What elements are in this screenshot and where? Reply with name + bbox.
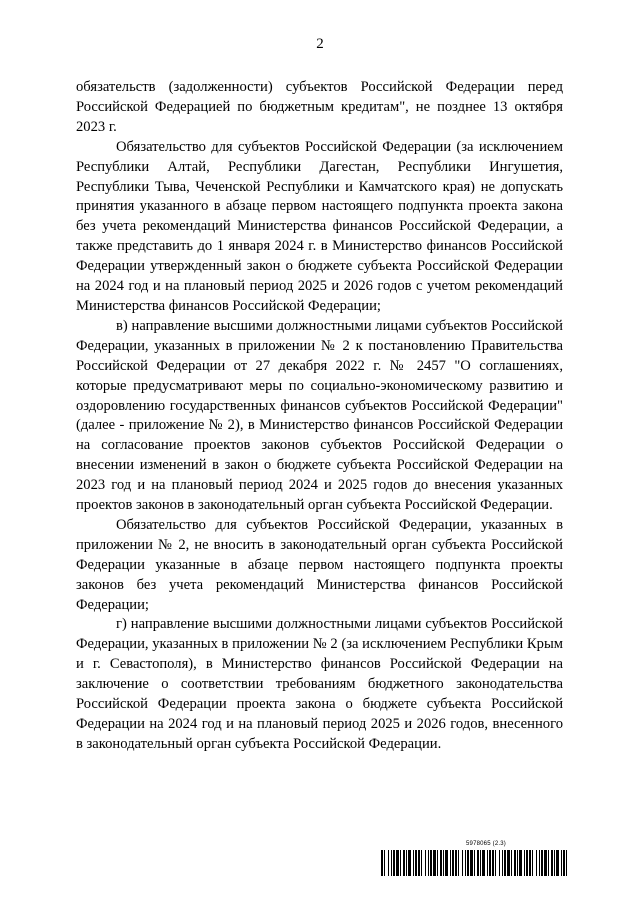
barcode-icon — [381, 850, 567, 876]
paragraph-2: Обязательство для субъектов Российской Федерации (за исключением Республики Алтай, Республики Дагестан, Республики Ингушетия, Республики Тыва, Чеченской Республики и Камчатского края) не допускать принятия указанного в абзаце первом настоящего подпункта проекта закона без учета рекомендаций Министерства финансов Российской Федерации, а также представить до 1 января 2024 г. в Министерство финансов Российской Федерации утвержденный закон о бюджете субъекта Российской Федерации на 2024 год и на плановый период 2025 и 2026 годов с учетом рекомендаций Министерства финансов Российской Федерации; — [76, 138, 563, 314]
paragraph-4: Обязательство для субъектов Российской Федерации, указанных в приложении № 2, не вносить в законодательный орган субъекта Российской Федерации указанные в абзаце первом настоящего подпункта проекты законов без учета рекомендаций Министерства финансов Российской Федерации; — [76, 516, 563, 613]
paragraph-3: в) направление высшими должностными лицами субъектов Российской Федерации, указанных в приложении № 2 к постановлению Правительства Российской Федерации от 27 декабря 2022 г. № 2457 "О соглашениях, которые предусматривают меры по социально-экономическому развитию и оздоровлению государственных финансов субъектов Российской Федерации" (далее - приложение № 2), в Министерство финансов Российской Федерации на согласование проектов законов субъектов Российской Федерации о внесении изменений в закон о бюджете субъекта Российской Федерации на 2023 год и на плановый период 2024 и 2025 годов до внесения указанных проектов законов в законодательный орган субъекта Российской Федерации. — [76, 317, 563, 514]
page-number: 2 — [316, 36, 324, 52]
document-body — [76, 78, 563, 755]
paragraph-1: обязательств (задолженности) субъектов Российской Федерации перед Российской Федерацией по бюджетным кредитам", не позднее 13 октября 2023 г. — [76, 79, 563, 135]
paragraph-5: г) направление высшими должностными лицами субъектов Российской Федерации, указанных в приложении № 2 (за исключением Республики Крым и г. Севастополя), в Министерство финансов Российской Федерации на заключение о соответствии требованиям бюджетного законодательства Российской Федерации проекта закона о бюджете субъекта Российской Федерации на 2024 год и на плановый период 2025 и 2026 годов, внесенного в законодательный орган субъекта Российской Федерации. — [76, 616, 563, 752]
barcode-id: 5978065 (2.3) — [466, 841, 506, 847]
